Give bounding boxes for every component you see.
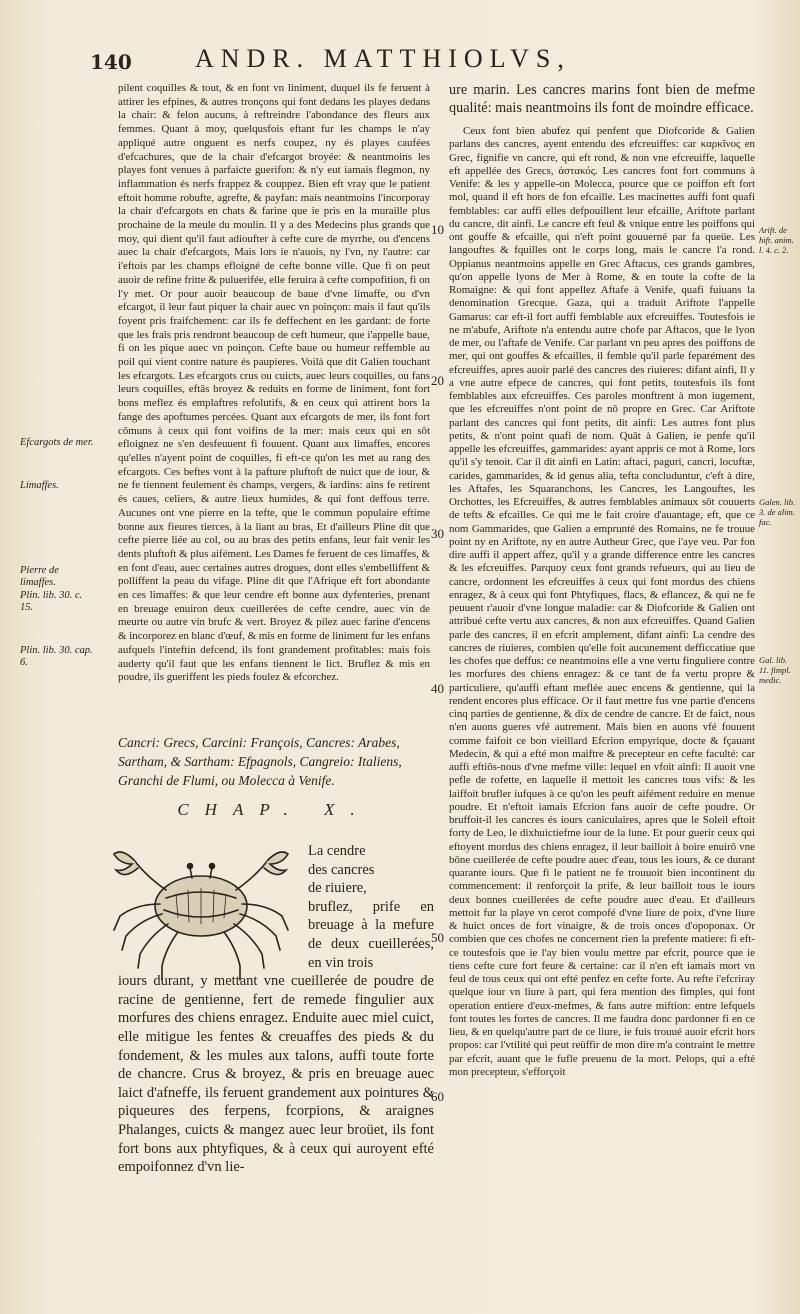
right-column (449, 82, 755, 1079)
line-number: 60 (431, 1089, 444, 1104)
margin-note: Arift. de hift. anim. l. 4. c. 2. (759, 225, 794, 255)
margin-note: Efcargots de mer. (20, 437, 94, 448)
margin-note: Gal. lib. 11. fimpl. medic. (759, 655, 791, 685)
crab-names (118, 733, 430, 790)
margin-note: Limaffes. (20, 480, 59, 491)
margin-note: Plin. lib. 30. c. 15. (20, 590, 83, 613)
line-number: 10 (431, 222, 444, 237)
line-number: 30 (431, 526, 444, 541)
page-number: 140 (90, 50, 132, 74)
chapter-text-line: des cancres (308, 861, 375, 878)
chapter-text-line: bruflez, prife en breuage à la mefure de deux cueillerées, en vin trois (308, 898, 434, 971)
chapter-text (118, 842, 434, 1177)
margin-note: Plin. lib. 30. cap. 6. (20, 645, 93, 668)
margin-note: Pierre de limaffes. (20, 565, 59, 588)
right-column-text: Ceux font bien abufez qui penfent que Diofcoride & Galien parlans des cancres, ayent entendu des efcreuiffes: car καρκῖνος en Grec, fignifie vn cancre, qui eft rond, & non vne efcreuiffe, laquelle eft appellée des Grecs, ἀστακός. Les cancres font fort communs à Venife: & les y appelle-on Molecca, pource que ce poiffon eft fort mol, quand il eft hors de fon efcaille. Les macinettes auffi font quafi femblables: car auffi elles defpouillent leur efcaille, Ariftote parlant du cancre, dit ainfi. Le cancre eft feul & vnique entre les poiffons qui ont gouffe & efcaille, qui n'eft point gouuerné par fa queüe. Les langouftes & fquilles ont le corps long, mais le cancre l'a rond. Oppianus neantmoins appelle en Grec Aftacus, ces grands gambres, qu'on appelle lyons de Mer à Rome, & en toute la cofte de la Romaigne: & qui font appellez Aftafe à Venife, quafi fuiuans la denomination Grecque. Gaza, qui a traduit Ariftote l'appelle Gamarus: car eft-il fort auffi femblable aux efcreuiffes. Toutesfois ie ne m'abufe, Ariftote n'a entendu autre chofe par Aftacos, que le lyon de mer, ou l'aftafe de Venife. Car parlant vn peu apres des poiffons de mer, qui ont gouffes & efcailles, il femble qu'il parle feparément des efcreuiffes, apres auoir parlé des cancres des riuieres: difant ainfi, Il y a vne autre efpece de cancres, qui font petits, toutesfois ils font femblables aux efcreuiffes. Ces paroles monftrent à mon iugement, que les efcreuiffes n'ont point de nō propre en Grec. Car Ariftote parlant des cancres qui font petits, dit ainfi: Les autres font plus petits, & n'ont point quafi de nom. Quāt à Galien, ie penfe qu'il appelle les efcreuiffes, gammarides: ayant appris ce mot à Rome, lors qu'il s'y tenoit. Car il dit ainfi en Latin: aftaci, paguri, cancri, locuftæ, carides, gammarides, & id genus alia, tefta concluduntur, c'eft à dire, les Aftafes, les Squaranchons, les Cancres, les Langouftes, les Orchottes, les Efcreuiffes, & autres femblables animaux sōt couuerts de tefts & efcailles. Ce qui me le fait croire d'auantage, eft, que ce nom Gammarides, que Galien a emprunté des Romains, ne fe trouue point ny en Ariftote, ny en autre Autheur Grec, que i'aye veu. Par fon dire auffi il appert affez, qu'il y a grande difference entre les cancres & les efcreuiffes. Parquoy ceux font grands refueurs, qui au lieu de cancre, ordonnent les efcreuiffes à ceux qui font mordus des chiens enragez, & à ceux qui font Phtyfiques, flacs, & eflancez, & qui ne fe peuuent r'auoir d'vne longue maladie: car & Diofcoride & Galien ont attribué cefte vertu aux cancres, & non aux efcreuiffes. Quand Galien parle des cancres, il en efcrit amplement, difant ainfi: La cendre des cancres de riuieres, combien qu'elle foit aucunement defficcatiue que les chofes que deffus: ce neantmoins elle a vne vertu finguliere contre les morfures des chiens enragez: & ce tant de fa vertu propre & particuliere, qu'auffi eftant meflée auec encens & gentienne, qui la rendent encores plus efficace. Or il faut mettre fus vne partie d'encens cinq parties de gentienne, & dix de cendre de cancre. Et de faict, nous n'en auons gueres vfé autrement. Mais bien en auons vfé fouuent comme faifoit ce bon vieillard Efcrion empyrique, docte & fçauant Medecin, & qui a efté mon maiftre & precepteur en cefte faculté: car auffi eftiōs-nous d'vne mefme ville: lequel en vfoit ainfi: Il auoit vne pefle de rofette, en laquelle il mettoit les cancres tous vifs: & les laiffoit brufler iufques à ce qu'on les peuft aifément reduire en menue poudre. Et n'eftoit iamais Efcrion fans auoir de cefte poudre. Or bruffoit-il les cancres és iours caniculaires, apres que le Soleil eftoit forty de Leo, le dixhuictiefme iour de la lune. Et pour guerir ceux qui eftoyent mordus des chiens enragez, il leur bailloit à boire enuirō vne bōne cueillerée de cefte poudre auec d'eau, tous les iours, & ce durant quarante iours. Que fi le patient ne fe trouuoit bien incontinent du commencement: il renforçoit la prife, & leur bailloit tous le iours deux bonnes cueillerées de cefte poudre auec d'eau. Et d'ailleurs mettoit fur la playe vn cerot compofé d'vne liure de poix, d'vne liure & huict onces de fort vinaigre, & de trois onces d'opoponax. Or combien que ces chofes ne concernent rien la prefente matiere: fi eft-ce toutesfois que ie l'ay bien voulu mettre par efcrit, pource que ie tiens cefte cure fort feure & certaine: car il n'en eft iamais mort vn feul de tous ceux qui ont efté penfez en cefte forte. Au refte i'efcriray quelque iour vn liure à part, qui fera mention des fimples, qui font operation entiere d'eux-mefmes, & fans autre miftion: entre lefquels font toutes les fortes de cancres. Il me faudra donc pardonner fi en ce lieu, & en quelqu'autre part de ce liure, ie fuis trouué auoir efcrit hors propos: car l'vtilité qui peut reüffir de mon dire m'a contraint le mettre par efcrit, auant que le fufle preuenu de la mort. Pelops, qui a efté mon precepteur, s'efforçoit (449, 125, 755, 1078)
crab-names-line: Cancri: Grecs, Carcini: François, Cancres: Arabes, Sartham, & Sartham: Efpagnols, Cangreio: Italiens, (118, 735, 402, 769)
line-number: 50 (431, 930, 444, 945)
chapter-heading: CHAP. X. (177, 800, 371, 819)
chapter-text-line: de riuiere, (308, 880, 367, 897)
left-column-text: pilent coquilles & tout, & en font vn liniment, duquel ils fe feruent à attirer les efpines, & autres tronçons qui font dedans les playes dedans la chair: & felon aucuns, à reftreindre l'abondance des fleurs aux femmes. Quant à moy, quelqusfois eftant fur les champs le n'ay appliqué autre onguent es nerfs coupez, ny és playes caufées d'efcachures, que de la chair d'efcargot broyée: & neantmoins les playes font venues à parfaicte guerifon: & n'y eut iamais flegmon, ny inflammation és nerfs frappez & couppez. Bien eft vray que le patient eftoit homme robufte, agrefte, & payfan: mais neantmoins l'incorporay la chair d'efcargots en chats & farine que ie pris en la muraille plus prochaine de la meule du moulin. Il y a des Medecins plus grands que moy, qui dient qu'il faut adioufter à cefte cure de myrrhe, ou d'encens auec la chair d'efcargots, Mais lors ie n'auois, ny l'vn, ny l'autre: car i'eftois par les champs efloigné de cefte bonne ville. Que fi on peut auoir de refine fritte & puluerifée, elle feruira à cefte compofition, fi on l'y met. Or pour auoir beaucoup de baue d'vne limaffe, ou d'vn efcargot, il leur faut piquer la chair auec vn poinçon: mais il faut qu'ils foyent pris fraifchement: car ils fe deffechent en les gardant: de forte que les frais pris rendront beaucoup de ceft humeur, que i'appelle baue, fi on les pique auec vn poinçon. Cefte baue ou humeur reffemble au poil qui vient contre nature és paupieres. Voilà que dit Galien touchant les efcargots. Les efcargots crus ou cuicts, auec leurs coquilles, ou fans leurs coquilles, eftās broyez & reduits en forme de liniment, font fort bons meflez és emplaftres refolutifs, & en ceux qui attirent hors la fange des apoftumes percées. Quant aux efcargots de mer, ils font fort cōmuns à ceux qui font voifins de la mer: mais ceux qui en sōt efloignez ne s'en desfeuuent fi fouuent. Quant aux limaffes, encores qu'elles n'ayent point de coquilles, fi eft-ce qu'on les met au rang des efcargots. Ces beftes vont à la pafture pluftoft de nuict que de iour, & ne fe tiennent feulement és champs, vergers, & iardins: ains fe retirent és caues, celiers, & autre lieux humides, & qui font deffous terre. Aucunes ont vne pierre en la tefte, que le commun populaire eftime bonne aux fieures tierces, à la liant au bras, Et d'ailleurs Pline dit que cefte pierre liée au col, ou au bras des petits enfans, leur fait venir les dents pluftoft & plus aifément. Les Dames fe feruent de ces limaffes, & en font d'eau, auec certaines autres drogues, dont elles s'embelliffent & polliffent la peau du vifage. Pline dit que l'Afrique eft fort abondante en ces limaffes: & que leur cendre eft bonne aux dyfenteries, prenant en breuage enuiron deux cueillerées de cefte cendre, auec vin de meurte ou autre vin brufc & vert. Broyez & pilez auec farine d'encens & incorporez en blanc d'œuf, & mis en forme de liniment fur les enfans aufquels l'inteftin defcend, ils font grandement profitables: mais fois auderty qu'il faut que les enfans tiennent le lict. Bruflez & mis en poudre, ils gueriffent les pieds foulez & efcorchez. (118, 82, 430, 684)
left-column (118, 82, 430, 685)
margin-note: Galen. lib. 3. de alim. fac. (759, 497, 796, 527)
chapter-text-body: iours durant, y mettant vne cueillerée de poudre de racine de gentienne, fert de remede fingulier aux morfures des chiens enragez. Enduite auec miel cuict, elle mitigue les fentes & creuaffes des pieds & du fondement, & les mules aux talons, auffi toute forte de chancre. Crus & broyez, & pris en breuage auec laict d'afneffe, ils feruent grandement aux pointures & piqueures des ferpens, fcorpions, & araignes Phalanges, cuicts & mangez auec leur broüet, ils font fort bons aux phtyfiques, & à ceux qui auroyent efté empoifonnez d'vn lie- (118, 973, 434, 1176)
running-title: ANDR. MATTHIOLVS, (195, 44, 571, 73)
chapter-text-line: La cendre (308, 843, 366, 859)
running-head (0, 44, 800, 74)
line-number: 40 (431, 681, 444, 696)
right-column-intro: ure marin. Les cancres marins font bien de mefme qualité: mais neantmoins ils font de moindre efficace. (449, 82, 755, 116)
crab-names-line: Granchi de Flumi, ou Molecca à Venife. (118, 773, 335, 788)
line-number: 20 (431, 373, 444, 388)
